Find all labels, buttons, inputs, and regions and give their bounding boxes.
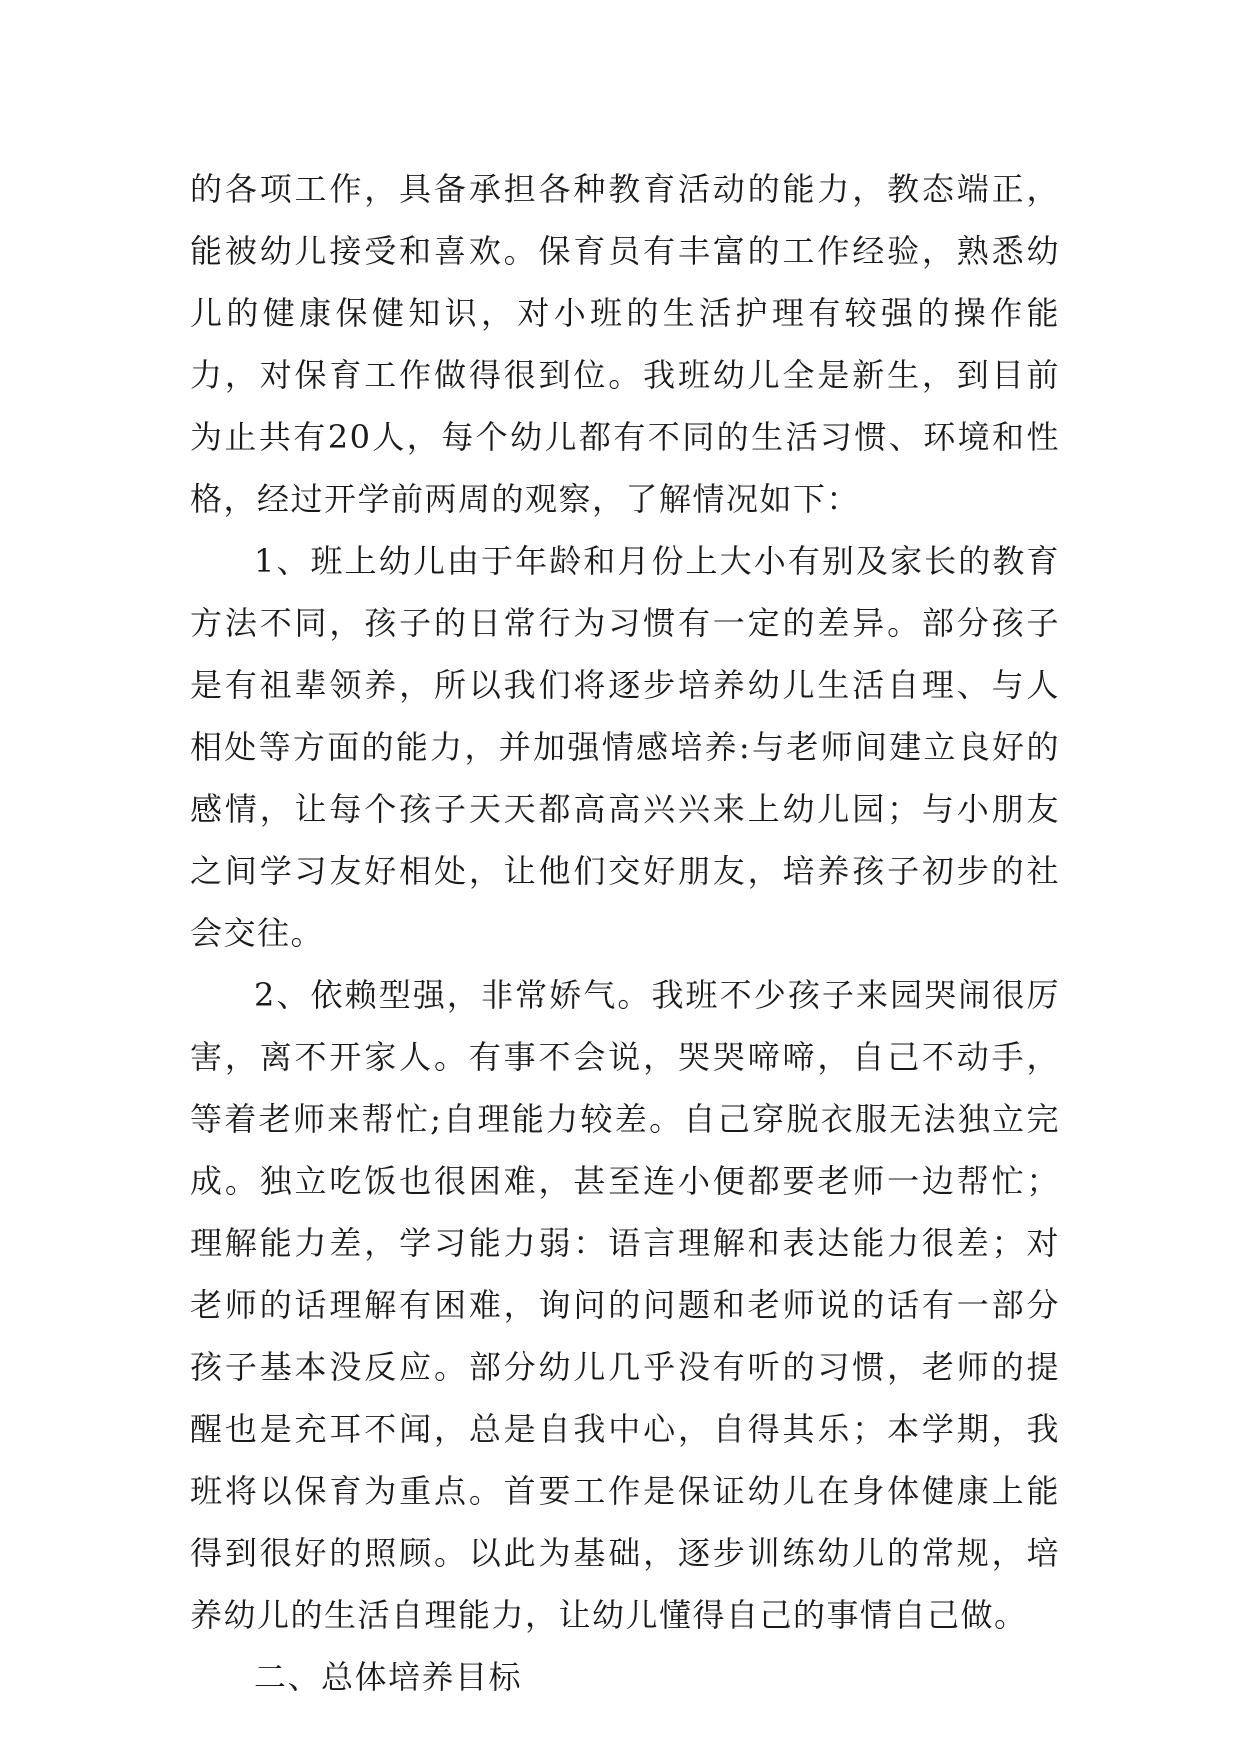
paragraph-item-1: 1、班上幼儿由于年龄和月份上大小有别及家长的教育方法不同，孩子的日常行为习惯有一定的差异。部分孩子是有祖辈领养，所以我们将逐步培养幼儿生活自理、与人相处等方面的能力，并加强情感培养:与老师间建立良好的感情，让每个孩子天天都高高兴兴来上幼儿园；与小朋友之间学习友好相处，让他们交好朋友，培养孩子初步的社会交往。 (190, 542, 1060, 952)
paragraph-continuation: 的各项工作，具备承担各种教育活动的能力，教态端正，能被幼儿接受和喜欢。保育员有丰富的工作经验，熟悉幼儿的健康保健知识，对小班的生活护理有较强的操作能力，对保育工作做得很到位。我班幼儿全是新生，到目前为止共有20人，每个幼儿都有不同的生活习惯、环境和性格，经过开学前两周的观察，了解情况如下： (190, 170, 1060, 518)
paragraph-item-2: 2、依赖型强，非常娇气。我班不少孩子来园哭闹很厉害，离不开家人。有事不会说，哭哭啼啼，自己不动手，等着老师来帮忙;自理能力较差。自己穿脱衣服无法独立完成。独立吃饭也很困难，甚至连小便都要老师一边帮忙；理解能力差，学习能力弱：语言理解和表达能力很差；对老师的话理解有困难，询问的问题和老师说的话有一部分孩子基本没反应。部分幼儿几乎没有听的习惯，老师的提醒也是充耳不闻，总是自我中心，自得其乐；本学期，我班将以保育为重点。首要工作是保证幼儿在身体健康上能得到很好的照顾。以此为基础，逐步训练幼儿的常规，培养幼儿的生活自理能力，让幼儿懂得自己的事情自己做。 (190, 976, 1060, 1634)
document-body (190, 158, 1060, 1708)
section-heading: 二、总体培养目标 (254, 1658, 523, 1696)
